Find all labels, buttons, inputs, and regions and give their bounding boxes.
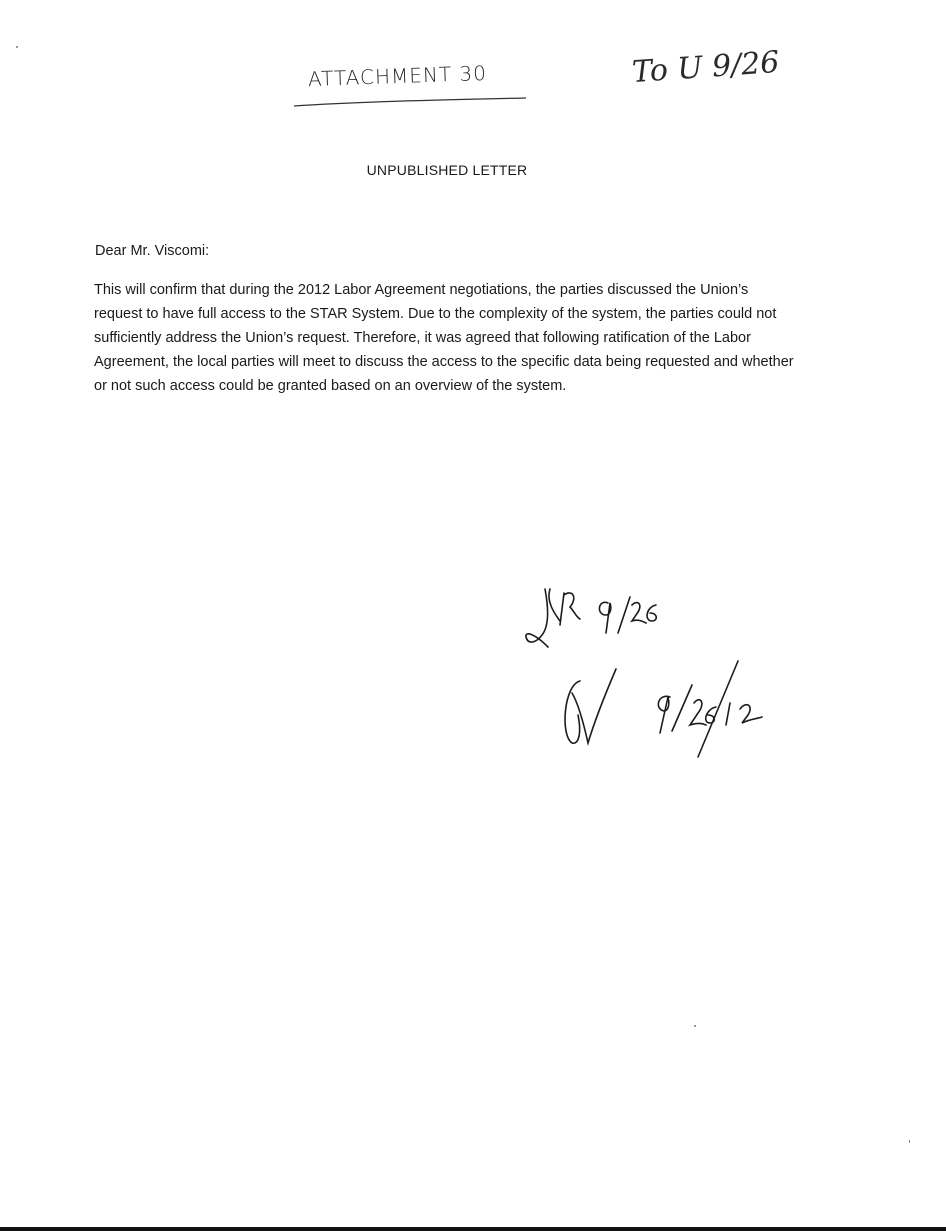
top-right-handwritten-note: To U 9/26 bbox=[630, 44, 781, 91]
scan-bottom-edge bbox=[0, 1227, 946, 1231]
scan-speck bbox=[694, 1025, 696, 1027]
handwritten-initials-signatures bbox=[520, 585, 780, 765]
attachment-underline bbox=[292, 96, 528, 110]
initials-jr-9-26 bbox=[526, 589, 656, 647]
scan-speck bbox=[16, 46, 18, 48]
letter-body: This will confirm that during the 2012 Labor Agreement negotiations, the parties discussed the Union’s request to have full access to the STAR System. Due to the complexity of the system, the parties could not sufficiently address the Union’s request. Therefore, it was agreed that following ratification of the Labor Agreement, the local parties will meet to discuss the access to the specific data being requested and whether or not such access could be granted based on an overview of the system. bbox=[94, 282, 794, 394]
initials-cn-9-26-12 bbox=[565, 661, 762, 757]
attachment-label: ATTACHMENT 30 bbox=[307, 60, 488, 92]
scan-speck bbox=[909, 1140, 910, 1143]
salutation: Dear Mr. Viscomi: bbox=[95, 243, 210, 259]
document-title: UNPUBLISHED LETTER bbox=[366, 162, 528, 178]
